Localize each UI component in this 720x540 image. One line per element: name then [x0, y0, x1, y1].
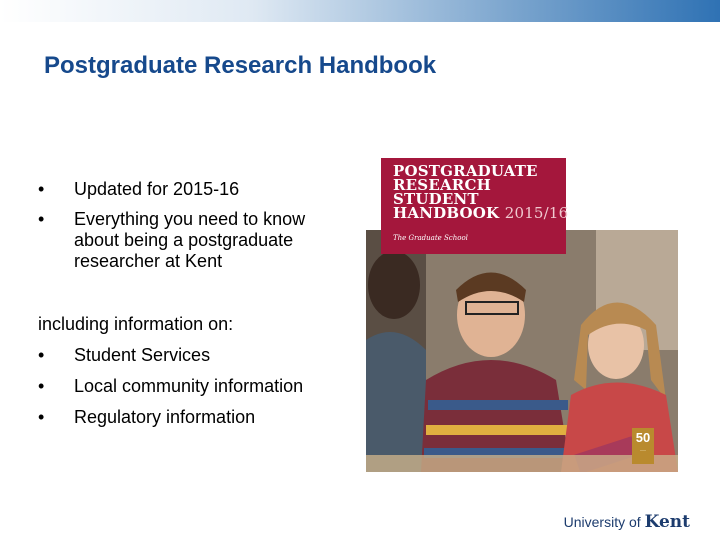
- cover-subtitle: The Graduate School: [393, 234, 468, 242]
- top-banner: [0, 0, 720, 22]
- cover-year: 2015/16: [504, 204, 569, 222]
- bullet-icon: •: [38, 345, 45, 365]
- cover-title-line: RESEARCH: [393, 176, 491, 194]
- bullet-text: Local community information: [74, 376, 304, 396]
- logo-name: Kent: [644, 512, 690, 532]
- anniversary-badge: [632, 428, 654, 464]
- top-bullet-list: [38, 178, 348, 272]
- logo-prefix: University of: [563, 514, 641, 530]
- cover-title-word: HANDBOOK: [393, 204, 500, 222]
- bullet-icon: •: [38, 209, 45, 229]
- list-item: [38, 375, 368, 397]
- list-item: [38, 344, 368, 366]
- badge-number: 50: [635, 430, 651, 445]
- university-logo: [564, 512, 690, 532]
- cover-title-line: POSTGRADUATE: [393, 162, 538, 180]
- list-item: [38, 178, 348, 200]
- bottom-bullet-list: [38, 344, 368, 437]
- slide-title: Postgraduate Research Handbook: [44, 52, 437, 79]
- intro-text: including information on:: [38, 314, 234, 334]
- bullet-icon: •: [38, 407, 45, 427]
- bullet-icon: •: [38, 376, 45, 396]
- bullet-text: Regulatory information: [74, 407, 256, 427]
- handbook-cover: [366, 158, 678, 472]
- cover-title: [393, 164, 568, 220]
- bullet-text: Updated for 2015-16: [74, 179, 240, 199]
- badge-fine-print: ——: [640, 448, 646, 452]
- bullet-text: Student Services: [74, 345, 211, 365]
- bullet-icon: •: [38, 179, 45, 199]
- list-item: [38, 209, 348, 272]
- cover-title-block: [381, 158, 569, 254]
- cover-title-line: [393, 206, 568, 220]
- bullet-text: Everything you need to know about being a postgraduate researcher at Kent: [74, 209, 306, 271]
- cover-title-line: STUDENT: [393, 190, 479, 208]
- list-item: [38, 406, 368, 428]
